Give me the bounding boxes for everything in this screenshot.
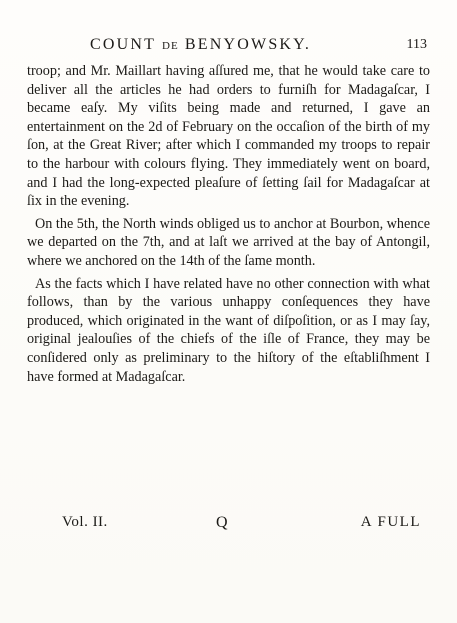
- title-de: DE: [162, 40, 179, 52]
- paragraph: On the 5th, the North winds obliged us to anchor at Bourbon, whence we departed on the 7th, and at laſt we arrived at the bay of Antongil, where we anchored on the 14th of the ſame month.: [27, 215, 430, 269]
- paragraph: troop; and Mr. Maillart having aſſured me, that he would take care to deliver all the articles he had orders to furniſh for Madagaſcar, I became eaſy. My viſits being made and returned, I gave an entertainment on the 2d of February on the occaſion of the birth of my ſon, at the Great River; after which I commanded my troops to repair to the harbour with colours flying. They immediately went on board, and I had the long-expected pleaſure of ſetting ſail for Madagaſcar at ſix in the evening.: [27, 63, 430, 210]
- body-text: [27, 62, 430, 386]
- title-count: COUNT: [90, 36, 163, 53]
- show-through-text: [180, 545, 290, 585]
- volume-label: Vol. II.: [62, 514, 108, 530]
- catchword: A FULL: [360, 514, 421, 530]
- running-header: [90, 36, 427, 58]
- paragraph: As the facts which I have related have no other connection with what follows, than by the various unhappy conſequences they have produced, which originated in the want of diſpoſition, or as I may ſay, original jealouſies of the chiefs of the iſle of France, they may be conſidered only as preliminary to the hiſtory of the eſtabliſhment I have formed at Madagaſcar.: [27, 275, 430, 385]
- title-benyowsky: BENYOWSKY.: [178, 36, 312, 53]
- page-number: 113: [406, 37, 427, 52]
- page-footer: [62, 514, 421, 536]
- running-title: [90, 36, 311, 54]
- signature-mark: Q: [216, 514, 228, 531]
